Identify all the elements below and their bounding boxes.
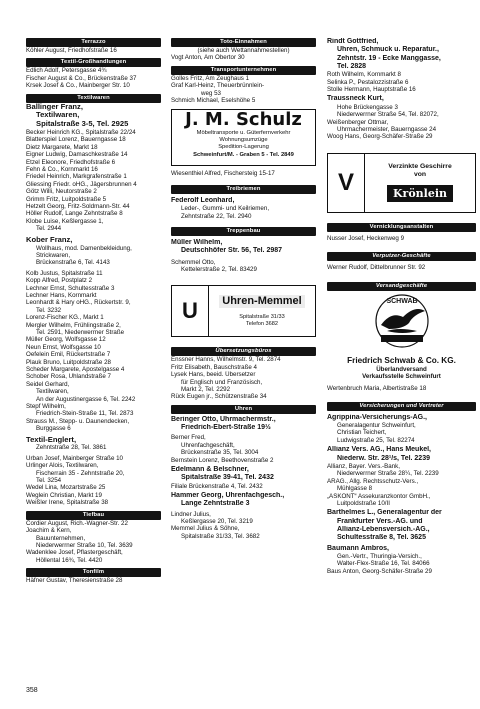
featured-entry-federolf: Federolf Leonhard,	[171, 196, 235, 204]
featured-entry-line: Allianz-Lebensversich.-AG.,	[337, 525, 430, 533]
ad-kroenlein-brand: Krönlein	[387, 185, 453, 202]
list-item: Generalagentur Schweinfurt,	[337, 422, 416, 430]
list-item: Niederwerrner Straße 10, Tel. 3639	[36, 541, 133, 549]
list-item: Wollhaus, mod. Damenbekleidung,	[36, 244, 132, 252]
section-header-textil-grosshandlungen: Textil-Großhandlungen	[26, 58, 161, 67]
list-item: Kolb Justus, Spitalstraße 11	[26, 269, 103, 277]
list-item: Christian Teichert,	[337, 429, 387, 437]
ad-schwab-sub: Verkaufsstelle Schweinfurt	[362, 372, 441, 380]
featured-entry-agrippina: Agrippina-Versicherungs-AG.,	[327, 413, 427, 421]
list-item: Bernstein Lorenz, Beethovenstraße 2	[171, 456, 274, 464]
list-item: Strauss M., Stepp- u. Daunendecken,	[26, 417, 130, 425]
list-item: Joachim & Kern,	[26, 527, 72, 535]
section-header-treppenbau: Treppenbau	[171, 227, 316, 236]
list-item: Lechner Ernst, Schultesstraße 3	[26, 284, 115, 292]
list-item: Filiale Brückenstraße 4, Tel. 2432	[171, 482, 263, 490]
ad-uhren-phone: Telefon 3682	[245, 320, 279, 327]
page-number: 358	[26, 687, 38, 694]
list-item: Textilwaren,	[36, 388, 69, 396]
list-item: Götz Willi, Neutorstraße 2	[26, 188, 97, 196]
featured-entry-line: Lange Zehntstraße 3	[181, 500, 250, 508]
list-item: Lysek Hans, beeid. Übersetzer	[171, 371, 256, 379]
list-item: Graf Karl-Heinz, Theuerbrünnlein-	[171, 82, 265, 90]
ad-kroenlein-line: Verzinkte Geschirre	[388, 163, 452, 171]
list-item: Bauunternehmen,	[36, 534, 86, 542]
column-right	[327, 0, 476, 575]
list-item: Lindner Julius,	[171, 510, 211, 518]
column-left	[26, 0, 161, 585]
list-item: Dietz Margarete, Markt 18	[26, 143, 98, 151]
ad-uhren-letter: U	[172, 286, 209, 336]
ad-uhren-name: Uhren-Memmel	[219, 295, 304, 308]
section-note: (siehe auch Wettannahmestellen)	[197, 47, 290, 54]
list-item: Leonhardt & Hary oHG., Rückertstr. 9,	[26, 299, 131, 307]
featured-entry-line: Textilwaren,	[36, 111, 80, 120]
list-item: Zehntstraße 28, Tel. 3861	[36, 444, 107, 452]
list-item: Roth Wilhelm, Kornmarkt 8	[327, 71, 401, 79]
list-item: Uhrmachermeister, Bauerngasse 24	[337, 125, 437, 133]
ad-schulz-line: Spedition-Lagerung	[218, 144, 269, 151]
section-tiefbau	[26, 520, 161, 564]
list-item: Urlinger Alois, Textilwaren,	[26, 462, 99, 470]
list-item: Burggasse 6	[36, 425, 71, 433]
featured-entry-hammer: Hammer Georg, Uhrenfachgesch.,	[171, 492, 285, 500]
ad-schwab-sub: Überlandversand	[376, 365, 427, 373]
list-item: Friedrich-Stein-Straße 11, Tel. 2873	[36, 410, 134, 418]
list-item: Enssner Hanns, Wilhelmstr. 9, Tel. 2874	[171, 356, 281, 364]
section-textilwaren	[26, 103, 161, 507]
list-item: Tel. 3254	[36, 477, 62, 485]
featured-entry-barthelmes: Barthelmes L., Generalagentur der	[327, 509, 442, 517]
list-item: Scheder Margarete, Apostelgasse 4	[26, 366, 125, 373]
list-item: Müller Georg, Wolfsgasse 12	[26, 336, 106, 344]
list-item: Lorenz-Fischer KG., Markt 1	[26, 314, 104, 322]
section-header-uhren: Uhren	[171, 405, 316, 414]
list-item: weg 53	[201, 89, 221, 97]
list-item: Zehntstraße 22, Tel. 2940	[181, 212, 252, 220]
list-item: Blatterspiel Lorenz, Bauerngasse 18	[26, 136, 126, 144]
list-item: Urban Josef, Mainberger Straße 10	[26, 454, 123, 462]
list-item: Schober Rosa, Uhlandstraße 7	[26, 373, 111, 381]
ad-schulz-line: Möbeltransporte u. Güterfernverkehr	[196, 130, 291, 137]
list-item: An der Augustinergasse 6, Tel. 2242	[36, 395, 136, 403]
section-treppenbau	[171, 239, 316, 273]
list-item: Niederwerrner Straße 28¼, Tel. 2239	[337, 470, 439, 478]
list-item: Weißenberger Ottmar,	[327, 118, 389, 126]
list-item: Strickwaren,	[36, 251, 71, 259]
list-item: Rück Eugen jr., Schützenstraße 34	[171, 393, 267, 401]
featured-entry-line: Schultesstraße 8, Tel. 3625	[337, 534, 426, 542]
list-item: Kettelerstraße 2, Tel. 83429	[181, 265, 257, 273]
list-item: Allianz, Bayer. Vers.-Bank,	[327, 462, 400, 470]
list-item: Spitalstraße 31/33, Tel. 3682	[181, 532, 260, 540]
list-item: Gliessing Friedr. oHG., Jägersbrunnen 4	[26, 180, 137, 188]
featured-entry-traussneck: Traussneck Kurt,	[327, 95, 384, 103]
section-uhren-continued	[327, 38, 476, 141]
list-item: Stolle Hermann, Hauptstraße 16	[327, 86, 416, 93]
section-header-textilwaren: Textilwaren	[26, 94, 161, 103]
featured-entry-line: Spitalstraße 39-41, Tel. 2432	[181, 474, 274, 482]
featured-entry-line: Niederw. Str. 28¹/s, Tel. 2239	[337, 454, 430, 462]
list-item: Markt 2, Tel. 2292	[181, 385, 231, 393]
schwab-logo-icon	[367, 291, 437, 351]
ad-uhren-street: Spitalstraße 31/33	[239, 314, 285, 321]
ad-kroenlein-letter: V	[328, 154, 365, 212]
featured-entry-line: Frankfurter Vers.-AG. und	[337, 517, 423, 525]
list-item: Oefelein Emil, Rückertstraße 7	[26, 351, 111, 359]
featured-entry-line: Tel. 2828	[337, 62, 367, 70]
list-item: Leder-, Gummi- und Keilriemen,	[181, 205, 270, 213]
list-item: Tel. 2591, Niederwerrner Straße	[36, 328, 125, 336]
ad-schwab-name: Friedrich Schwab & Co. KG.	[347, 355, 456, 365]
ad-kroenlein	[327, 153, 476, 213]
list-item: Friedel Heinrich, Markgrafenstraße 1	[26, 173, 127, 181]
list-item: Fehn & Co., Kornmarkt 16	[26, 166, 98, 174]
list-item: Edlich Adolf, Petersgasse 4¾	[26, 67, 107, 75]
featured-entry-englert: Textil-Englert,	[26, 435, 77, 444]
list-item: Eigner Ludwig, Damaschkestraße 14	[26, 151, 128, 159]
ad-schwab	[327, 291, 476, 381]
ad-schulz-name: J. M. Schulz	[185, 109, 302, 131]
list-item: Luitpoldstraße 10/II	[337, 499, 390, 507]
featured-entry-line: Zehntstr. 19 - Ecke Manggasse,	[337, 54, 441, 62]
featured-entry-line: Friedrich-Ebert-Straße 19½	[181, 424, 271, 432]
list-item: Cordier August, Rich.-Wagner-Str. 22	[26, 519, 128, 527]
list-item: für Englisch und Französisch,	[181, 378, 263, 386]
list-item: Seidel Gerhard,	[26, 380, 70, 388]
section-uhren	[171, 416, 316, 540]
list-item: ARAG., Allg. Rechtsschutz-Vers.,	[327, 477, 419, 485]
list-item: Plauk Bruno, Luitpoldstraße 28	[26, 358, 111, 366]
featured-entry-mueller: Müller Wilhelm,	[171, 238, 223, 246]
section-header-tonfilm: Tonfilm	[26, 568, 161, 577]
section-header-tiefbau: Tiefbau	[26, 511, 161, 520]
list-item: Golles Fritz, Am Zeughaus 1	[171, 74, 250, 82]
list-item: Werner Rudolf, Dittelbrunner Str. 92	[327, 264, 426, 272]
section-header-toto: Toto-Einnahmen	[171, 38, 316, 47]
section-header-verputzer: Verputzer-Geschäfte	[327, 252, 476, 261]
list-item: Hetzelt Georg, Fritz-Soldmann-Str. 44	[26, 203, 130, 211]
list-item: Kopp Alfred, Postplatz 2	[26, 277, 93, 285]
list-item: Schmich Michael, Eselshöhe 5	[171, 97, 256, 105]
list-item: Häfner Gustav, Theresienstraße 28	[26, 577, 123, 585]
featured-entry-kober: Kober Franz,	[26, 235, 73, 244]
ad-uhren-memmel	[171, 285, 316, 337]
list-item: Wedel Lina, Mozartstraße 25	[26, 484, 106, 492]
list-item: Walter-Flex-Straße 16, Tel. 84066	[337, 560, 430, 568]
featured-entry-allianz: Allianz Vers. AG., Hans Meukel,	[327, 446, 431, 454]
ad-schulz-address: Schweinfurt/M. - Graben 5 - Tel. 2849	[193, 152, 294, 159]
section-header-versand: Versandgeschäfte	[327, 282, 476, 291]
list-item: Schemmel Otto,	[171, 258, 216, 266]
list-item: Lechner Hans, Kornmarkt	[26, 291, 97, 299]
list-item: Etzel Eleonore, Friedhofstraße 6	[26, 158, 116, 166]
list-item: Baus Anton, Georg-Schäfer-Straße 29	[327, 567, 432, 575]
section-tonfilm	[26, 577, 161, 584]
featured-entry-line: Uhren, Schmuck u. Reparatur.,	[337, 46, 439, 54]
list-item: Tel. 3232	[36, 306, 62, 314]
list-item: Woog Hans, Georg-Schäfer-Straße 29	[327, 133, 433, 141]
list-item: Selinka P., Pestalozzistraße 6	[327, 78, 409, 86]
list-item: Vogt Anton, Am Obertor 30	[171, 54, 245, 62]
list-item: Hohe Brückengasse 3	[337, 103, 398, 111]
list-item: Tel. 2944	[36, 225, 62, 233]
list-item: Wertenbruch Maria, Albertistraße 18	[327, 385, 427, 393]
list-item: Brückenstraße 35, Tel. 3004	[181, 449, 259, 457]
column-middle	[171, 0, 316, 540]
section-treibriemen	[171, 197, 316, 220]
featured-entry-rindt: Rindt Gottfried,	[327, 38, 379, 45]
list-item: Fritz Elisabeth, Bauschstraße 4	[171, 363, 257, 371]
list-item: Höller Rudolf, Lange Zehntstraße 8	[26, 210, 123, 218]
list-item: Wiesenthiel Alfred, Fischersteig 15-17	[171, 170, 275, 178]
schwab-logo-text: SCHWAB	[385, 297, 418, 305]
featured-entry-line: Deutschhöfer Str. 56, Tel. 2987	[181, 247, 283, 255]
list-item: Fischer August & Co., Brückenstraße 37	[26, 74, 137, 82]
list-item: Gen.-Vertr., Thuringia-Versich.,	[337, 552, 422, 560]
list-item: Klobe Luise, Keßlergasse 1,	[26, 217, 104, 225]
list-item: Berner Fred,	[171, 434, 206, 442]
section-header-terrazzo: Terrazzo	[26, 38, 161, 47]
featured-entry-ballinger: Ballinger Franz,	[26, 102, 83, 111]
list-item: Fischerrain 35 - Zehntstraße 20,	[36, 469, 125, 477]
list-item: Nusser Josef, Heckenweg 9	[327, 234, 405, 242]
section-header-transport: Transportunternehmen	[171, 66, 316, 75]
section-header-uebersetzung: Übersetzungsbüros	[171, 347, 316, 356]
ad-kroenlein-line: von	[413, 171, 427, 179]
section-header-versicherungen: Versicherungen und Vertreter	[327, 402, 476, 411]
section-textil-grosshandlungen	[26, 67, 161, 89]
ad-schulz	[171, 109, 316, 166]
list-item: Brückenstraße 6, Tel. 4143	[36, 259, 110, 267]
list-item: Grimm Fritz, Luitpoldstraße 5	[26, 195, 107, 203]
list-item: Weglein Christian, Markt 19	[26, 491, 102, 499]
list-item: Stepf Wilhelm,	[26, 403, 66, 411]
list-item: Köhler August, Friedhofstraße 16	[26, 47, 117, 54]
section-terrazzo	[26, 47, 161, 54]
list-item: Höllental 16¾, Tel. 4420	[36, 556, 103, 564]
list-item: Keßlergasse 20, Tel. 3219	[181, 518, 253, 526]
section-header-vernicklung: Vernicklungsanstalten	[327, 223, 476, 232]
list-item: „ASKONT“ Assekuranzkontor GmbH.,	[327, 492, 431, 500]
list-item: Weißler Irene, Spitalstraße 38	[26, 499, 109, 507]
list-item: Mergler Wilhelm, Frühlingstraße 2,	[26, 321, 121, 329]
list-item: Uhrenfachgeschäft,	[181, 441, 235, 449]
featured-entry-line: Spitalstraße 3-5, Tel. 2925	[36, 120, 129, 129]
list-item: Neun Ernst, Wolfsgasse 10	[26, 343, 101, 351]
list-item: Becker Heinrich KG., Spitalstraße 22/24	[26, 129, 136, 137]
list-item: Krsek Josef & Co., Mainberger Str. 10	[26, 82, 130, 90]
list-item: Mühlgasse 8	[337, 485, 373, 493]
section-header-treibriemen: Treibriemen	[171, 185, 316, 194]
list-item: Memmel Julius & Söhne,	[171, 525, 240, 533]
section-uebersetzung	[171, 356, 316, 400]
list-item: Niederwerrner Straße 54, Tel. 82072,	[337, 111, 439, 119]
list-item: Wadenklee Josef, Pflastergeschäft,	[26, 549, 123, 557]
list-item: Ludwigstraße 25, Tel. 82274	[337, 436, 415, 444]
featured-entry-baumann: Baumann Ambros,	[327, 544, 389, 552]
featured-entry-edelmann: Edelmann & Belschner,	[171, 466, 249, 474]
section-versicherungen	[327, 414, 476, 575]
ad-schulz-line: Wohnungsumzüge	[219, 137, 268, 144]
section-transport	[171, 75, 316, 105]
featured-entry-beringer: Beringer Otto, Uhrmachermstr.,	[171, 415, 276, 423]
